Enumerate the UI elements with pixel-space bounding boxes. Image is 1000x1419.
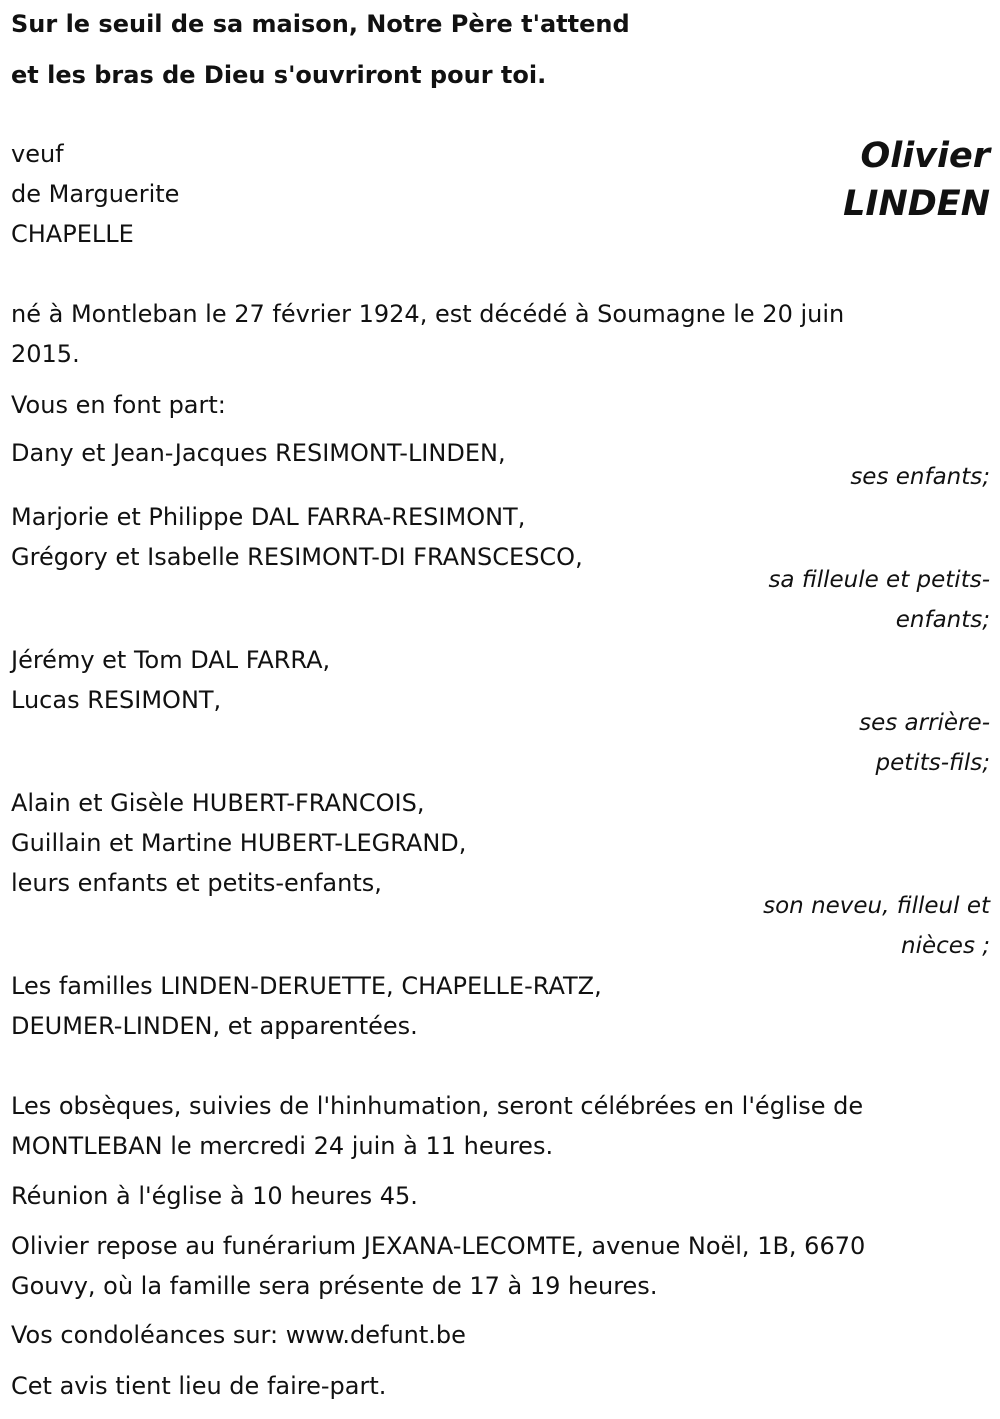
nephews-relation-2: nièces ;	[901, 933, 990, 959]
grandchildren-name-1: Marjorie et Philippe DAL FARRA-RESIMONT,	[11, 503, 526, 531]
meeting-line: Réunion à l'église à 10 heures 45.	[11, 1182, 418, 1210]
other-families-line-1: Les familles LINDEN-DERUETTE, CHAPELLE-RATZ,	[11, 972, 602, 1000]
widower-line-3: CHAPELLE	[11, 220, 134, 248]
notice-line: Cet avis tient lieu de faire-part.	[11, 1372, 387, 1400]
grandchildren-name-2: Grégory et Isabelle RESIMONT-DI FRANSCESCO,	[11, 543, 583, 571]
other-families-line-2: DEUMER-LINDEN, et apparentées.	[11, 1012, 418, 1040]
deceased-first-name: Olivier	[860, 136, 990, 176]
birth-death-line-1: né à Montleban le 27 février 1924, est décédé à Soumagne le 20 juin	[11, 300, 845, 328]
nephews-name-2: Guillain et Martine HUBERT-LEGRAND,	[11, 829, 467, 857]
great-grandchildren-name-2: Lucas RESIMONT,	[11, 686, 222, 714]
widower-line-1: veuf	[11, 140, 64, 168]
great-grandchildren-relation-2: petits-fils;	[875, 750, 990, 776]
resting-line-1: Olivier repose au funérarium JEXANA-LECOMTE, avenue Noël, 1B, 6670	[11, 1232, 866, 1260]
deceased-last-name: LINDEN	[843, 184, 990, 224]
children-names: Dany et Jean-Jacques RESIMONT-LINDEN,	[11, 439, 506, 467]
announcement-intro: Vous en font part:	[11, 391, 226, 419]
birth-death-line-2: 2015.	[11, 340, 80, 368]
children-relation: ses enfants;	[850, 464, 990, 490]
resting-line-2: Gouvy, où la famille sera présente de 17 à 19 heures.	[11, 1272, 658, 1300]
widower-line-2: de Marguerite	[11, 180, 180, 208]
verse-line-2: et les bras de Dieu s'ouvriront pour toi.	[11, 61, 547, 89]
great-grandchildren-relation-1: ses arrière-	[859, 710, 990, 736]
nephews-relation-1: son neveu, filleul et	[763, 893, 990, 919]
nephews-name-1: Alain et Gisèle HUBERT-FRANCOIS,	[11, 789, 425, 817]
verse-line-1: Sur le seuil de sa maison, Notre Père t'attend	[11, 10, 630, 38]
funeral-line-2: MONTLEBAN le mercredi 24 juin à 11 heures.	[11, 1132, 554, 1160]
grandchildren-relation-2: enfants;	[895, 607, 990, 633]
funeral-line-1: Les obsèques, suivies de l'hinhumation, seront célébrées en l'église de	[11, 1092, 864, 1120]
great-grandchildren-name-1: Jérémy et Tom DAL FARRA,	[11, 646, 331, 674]
nephews-name-3: leurs enfants et petits-enfants,	[11, 869, 382, 897]
condolences-line: Vos condoléances sur: www.defunt.be	[11, 1321, 466, 1349]
grandchildren-relation-1: sa filleule et petits-	[768, 567, 990, 593]
